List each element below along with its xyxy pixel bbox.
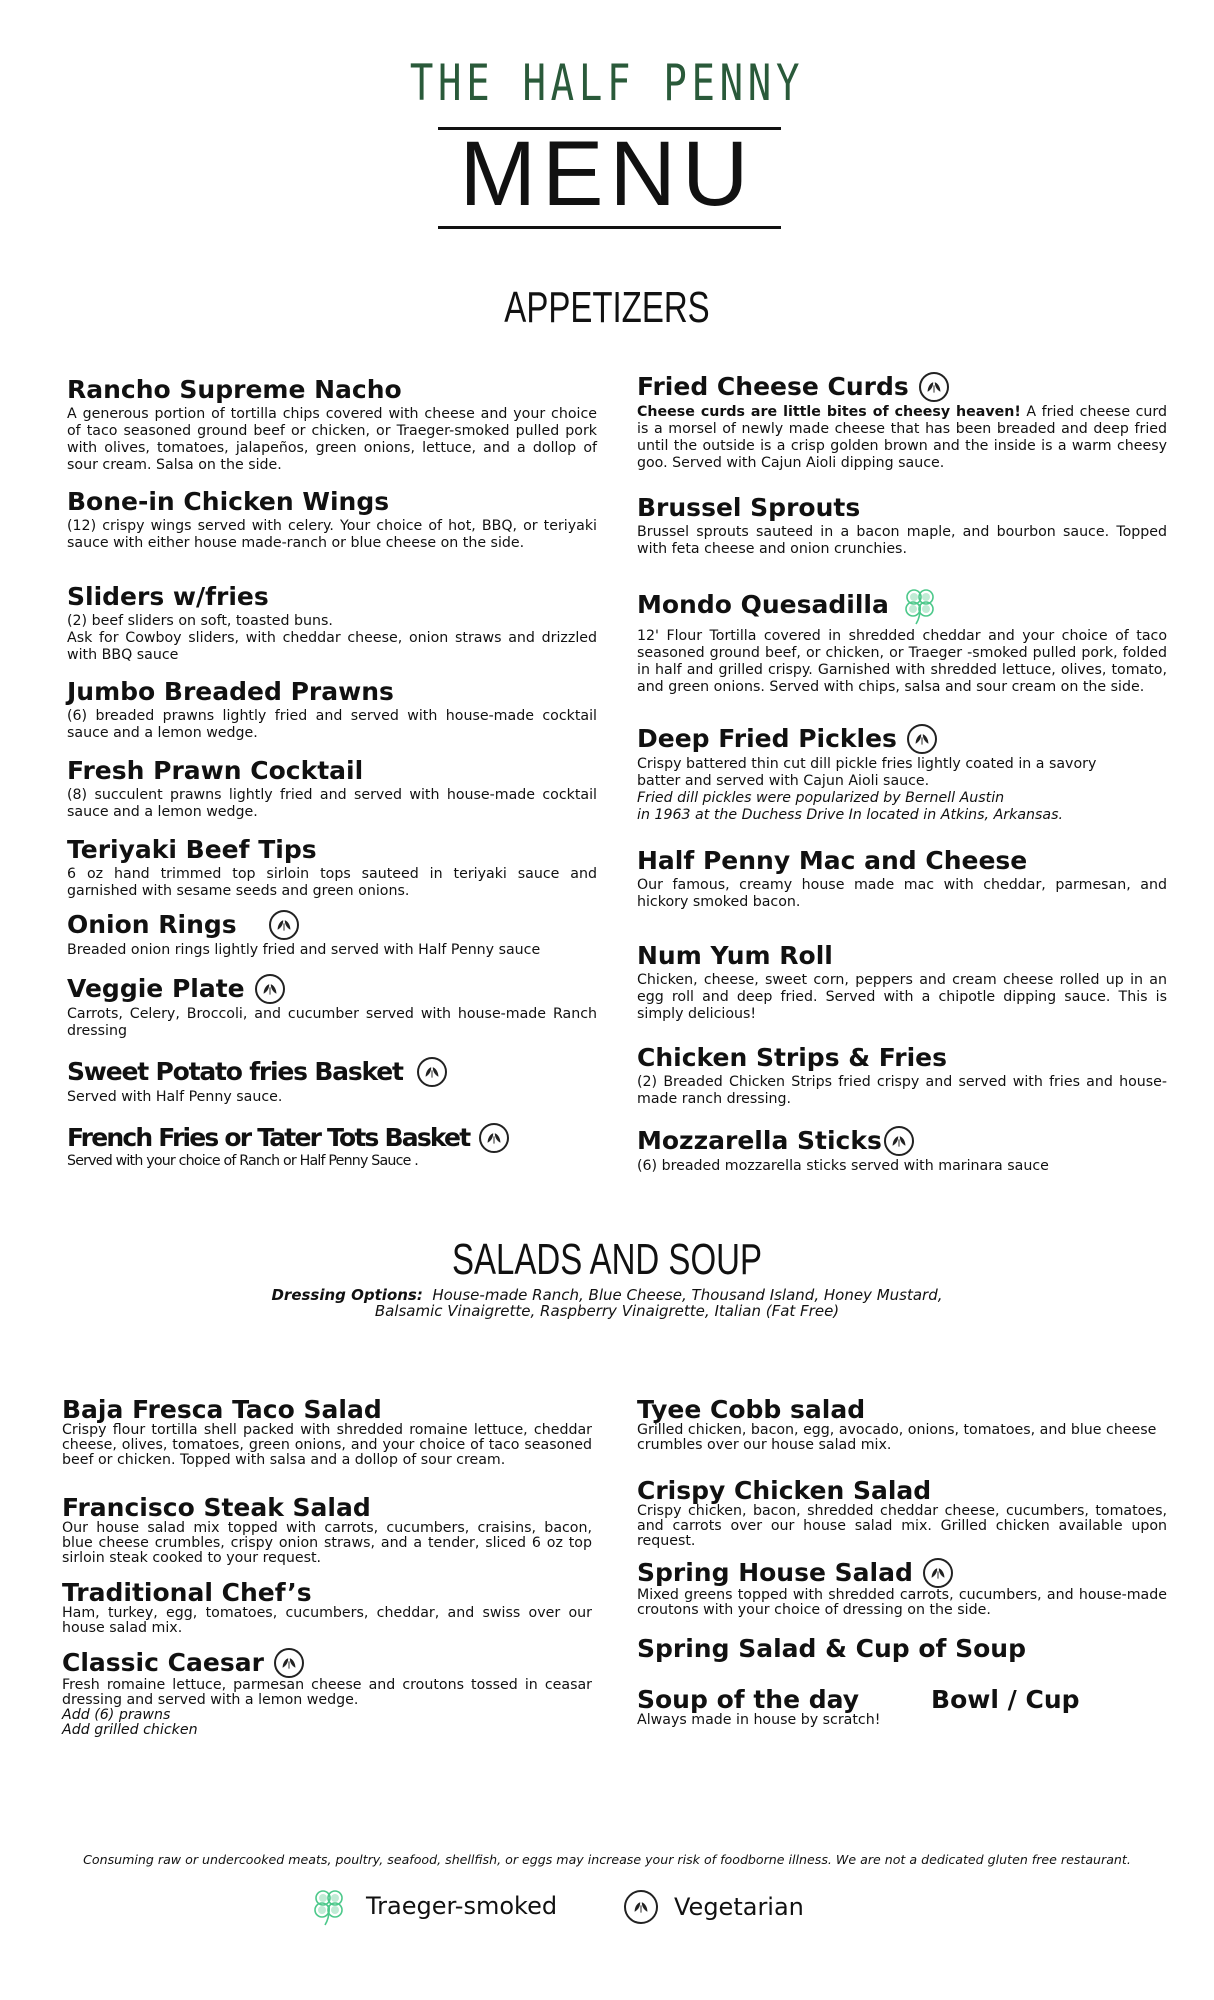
item-name: Num Yum Roll: [637, 941, 833, 970]
vegetarian-icon: [417, 1057, 447, 1087]
dressing-label: Dressing Options:: [271, 1286, 423, 1304]
item-name-row: [637, 1558, 1167, 1588]
menu-item: [637, 584, 1167, 696]
item-name: Teriyaki Beef Tips: [67, 835, 317, 864]
menu-item: [67, 678, 597, 742]
menu-item: [67, 910, 597, 959]
item-description: Carrots, Celery, Broccoli, and cucumber served with house-made Ranch dressing: [67, 1006, 597, 1039]
item-description: Served with Half Penny sauce.: [67, 1089, 283, 1105]
menu-item: [62, 1495, 592, 1566]
restaurant-name: THE HALF PENNY: [409, 54, 805, 112]
item-description-text: A fried cheese curd is a morsel of newly made cheese that has been breaded and deep fried until the outside is a crisp golden brown and the inside is a warm cheesy goo. Served with Cajun Aioli dipping sauce.: [637, 404, 1167, 471]
dressing-line: [0, 1287, 1214, 1303]
item-name-row: [637, 724, 1167, 754]
item-description: Served with your choice of Ranch or Half Penny Sauce .: [67, 1153, 418, 1169]
item-description: 6 oz hand trimmed top sirloin tops sauteed in teriyaki sauce and garnished with sesame seeds and green onions.: [67, 866, 597, 899]
legend-traeger-label: Traeger-smoked: [366, 1892, 558, 1920]
menu-item: [637, 942, 1167, 1023]
dressing-list: House-made Ranch, Blue Cheese, Thousand Island, Honey Mustard,: [432, 1286, 943, 1304]
vegetarian-icon: [624, 1890, 658, 1924]
item-description-line: batter and served with Cajun Aioli sauce.: [637, 773, 930, 789]
traeger-smoked-icon: [308, 1885, 350, 1927]
menu-item: [67, 1057, 597, 1106]
item-name: Traditional Chef’s: [62, 1578, 312, 1607]
menu-item: [62, 1397, 592, 1468]
size-options: Bowl / Cup: [931, 1685, 1080, 1714]
traeger-smoked-icon: [899, 584, 941, 626]
item-name: Mozzarella Sticks: [637, 1126, 882, 1155]
menu-item: [67, 376, 597, 474]
item-description-line: Crispy battered thin cut dill pickle fries lightly coated in a savory: [637, 756, 1097, 772]
item-name-row: [637, 1126, 1167, 1156]
item-description-highlight: Cheese curds are little bites of cheesy heaven!: [637, 404, 1021, 420]
item-name-row: [637, 372, 1167, 402]
menu-item: [637, 1558, 1167, 1618]
item-description: [637, 756, 1167, 824]
vegetarian-icon: [919, 372, 949, 402]
item-description: (8) succulent prawns lightly fried and served with house-made cocktail sauce and a lemon wedge.: [67, 787, 597, 820]
item-name-row: [67, 1057, 597, 1087]
menu-item: [62, 1580, 592, 1636]
vegetarian-icon: [923, 1558, 953, 1588]
item-description: [67, 613, 597, 664]
item-name: Onion Rings: [67, 910, 237, 939]
item-name: Half Penny Mac and Cheese: [637, 846, 1028, 875]
menu-item: [637, 724, 1167, 824]
vegetarian-icon: [269, 910, 299, 940]
item-name: Baja Fresca Taco Salad: [62, 1395, 382, 1424]
item-description-text: Fresh romaine lettuce, parmesan cheese and croutons tossed in ceasar dressing and served with a lemon wedge.: [62, 1677, 592, 1708]
menu-item: [637, 494, 1167, 558]
appetizers-title: APPETIZERS: [504, 283, 710, 332]
item-note: Fried dill pickles were popularized by Bernell Austin: [637, 790, 1005, 806]
item-description-line: Ask for Cowboy sliders, with cheddar cheese, onion straws and drizzled with BBQ sauce: [67, 630, 597, 663]
header-rule-bottom: [438, 226, 781, 229]
menu-item: [637, 372, 1167, 472]
item-description-line: (2) beef sliders on soft, toasted buns.: [67, 613, 333, 629]
menu-item: [637, 1687, 1167, 1728]
item-name: Spring House Salad: [637, 1558, 913, 1587]
item-description: (2) Breaded Chicken Strips fried crispy and served with fries and house-made ranch dressing.: [637, 1074, 1167, 1107]
vegetarian-icon: [479, 1123, 509, 1153]
menu-item: [67, 1123, 597, 1170]
item-name: Francisco Steak Salad: [62, 1493, 371, 1522]
item-name: Mondo Quesadilla: [637, 590, 889, 619]
menu-item: [637, 1636, 1167, 1662]
menu-item: [637, 1397, 1167, 1453]
item-name: Sweet Potato fries Basket: [67, 1057, 403, 1086]
item-name: Veggie Plate: [67, 974, 245, 1003]
item-description: Breaded onion rings lightly fried and served with Half Penny sauce: [67, 942, 541, 958]
item-name-row: [67, 1123, 597, 1153]
item-name: Brussel Sprouts: [637, 493, 861, 522]
item-name: Bone-in Chicken Wings: [67, 487, 390, 516]
item-name-row: [637, 584, 1167, 626]
menu-item: [637, 1126, 1167, 1175]
legend-traeger: [308, 1885, 557, 1927]
vegetarian-icon: [274, 1648, 304, 1678]
item-description: [637, 404, 1167, 472]
menu-item: [67, 488, 597, 552]
item-description: Brussel sprouts sauteed in a bacon maple, and bourbon sauce. Topped with feta cheese and onion crunchies.: [637, 524, 1167, 557]
vegetarian-icon: [884, 1126, 914, 1156]
item-name: French Fries or Tater Tots Basket: [67, 1123, 470, 1152]
menu-title: MENU: [459, 123, 755, 225]
item-description: Crispy flour tortilla shell packed with shredded romaine lettuce, cheddar cheese, olives, tomatoes, green onions, and your choice of taco seasoned beef or chicken. Topped with salsa and a dollop of sour cream.: [62, 1422, 592, 1468]
item-description: Our house salad mix topped with carrots, cucumbers, craisins, bacon, blue cheese crumbles, crispy onion straws, and a tender, sliced 6 oz top sirloin steak cooked to your request.: [62, 1520, 592, 1566]
item-add-on: Add (6) prawns: [62, 1707, 171, 1723]
item-name: Deep Fried Pickles: [637, 724, 897, 753]
item-description: Ham, turkey, egg, tomatoes, cucumbers, cheddar, and swiss over our house salad mix.: [62, 1605, 592, 1636]
salads-title: SALADS AND SOUP: [452, 1235, 762, 1284]
item-description: 12' Flour Tortilla covered in shredded cheddar and your choice of taco seasoned ground beef, or chicken, or Traeger -smoked pulled pork, folded in half and grilled crispy. Garnished with shredded lettuce, olives, tomato, and green onions. Served with chips, salsa and sour cream on the side.: [637, 628, 1167, 695]
vegetarian-icon: [255, 974, 285, 1004]
menu-item: [67, 974, 597, 1040]
item-description: (12) crispy wings served with celery. Your choice of hot, BBQ, or teriyaki sauce with either house made-ranch or blue cheese on the side.: [67, 518, 597, 551]
item-name-row: [67, 910, 597, 940]
item-name: Fried Cheese Curds: [637, 372, 909, 401]
menu-item: [637, 1478, 1167, 1549]
item-name: Fresh Prawn Cocktail: [67, 756, 364, 785]
menu-item: [67, 583, 597, 664]
item-description: Grilled chicken, bacon, egg, avocado, onions, tomatoes, and blue cheese crumbles over our house salad mix.: [637, 1422, 1157, 1453]
item-name-row: [67, 974, 597, 1004]
legend-vegetarian-label: Vegetarian: [674, 1893, 804, 1921]
legend-vegetarian: [624, 1890, 804, 1924]
item-description: Our famous, creamy house made mac with cheddar, parmesan, and hickory smoked bacon.: [637, 877, 1167, 910]
menu-item: [62, 1648, 592, 1738]
dressing-line: Balsamic Vinaigrette, Raspberry Vinaigrette, Italian (Fat Free): [374, 1302, 840, 1320]
item-name-row: [62, 1648, 592, 1678]
item-name-row: [637, 1687, 1167, 1713]
item-name: Chicken Strips & Fries: [637, 1043, 947, 1072]
item-name: Spring Salad & Cup of Soup: [637, 1634, 1026, 1663]
menu-item: [67, 757, 597, 821]
menu-item: [637, 1044, 1167, 1108]
item-name: Rancho Supreme Nacho: [67, 375, 402, 404]
item-name: Crispy Chicken Salad: [637, 1476, 932, 1505]
item-description: Always made in house by scratch!: [637, 1712, 881, 1728]
vegetarian-icon: [907, 724, 937, 754]
dressing-options: [0, 1287, 1214, 1319]
item-note: in 1963 at the Duchess Drive In located in Atkins, Arkansas.: [637, 807, 1063, 823]
menu-item: [637, 847, 1167, 911]
item-name: Sliders w/fries: [67, 582, 269, 611]
food-safety-disclaimer: Consuming raw or undercooked meats, poultry, seafood, shellfish, or eggs may increase your risk of foodborne illness. We are not a dedicated gluten free restaurant.: [83, 1852, 1131, 1867]
item-description: [62, 1678, 592, 1738]
menu-item: [67, 836, 597, 900]
item-name: Tyee Cobb salad: [637, 1395, 866, 1424]
item-description: Mixed greens topped with shredded carrots, cucumbers, and house-made croutons with your choice of dressing on the side.: [637, 1587, 1167, 1618]
item-add-on: Add grilled chicken: [62, 1722, 198, 1738]
item-description: (6) breaded prawns lightly fried and served with house-made cocktail sauce and a lemon wedge.: [67, 708, 597, 741]
item-description: A generous portion of tortilla chips covered with cheese and your choice of taco seasoned ground beef or chicken, or Traeger-smoked pulled pork with olives, tomatoes, jalapeños, green onions, lettuce, and a dollop of sour cream. Salsa on the side.: [67, 406, 597, 473]
item-description: (6) breaded mozzarella sticks served with marinara sauce: [637, 1158, 1049, 1174]
item-name: Jumbo Breaded Prawns: [67, 677, 394, 706]
item-description: Crispy chicken, bacon, shredded cheddar cheese, cucumbers, tomatoes, and carrots over our house salad mix. Grilled chicken available upon request.: [637, 1503, 1167, 1549]
item-name: Soup of the day: [637, 1685, 860, 1714]
item-description: Chicken, cheese, sweet corn, peppers and cream cheese rolled up in an egg roll and deep fried. Served with a chipotle dipping sauce. This is simply delicious!: [637, 972, 1167, 1022]
item-name: Classic Caesar: [62, 1648, 264, 1677]
